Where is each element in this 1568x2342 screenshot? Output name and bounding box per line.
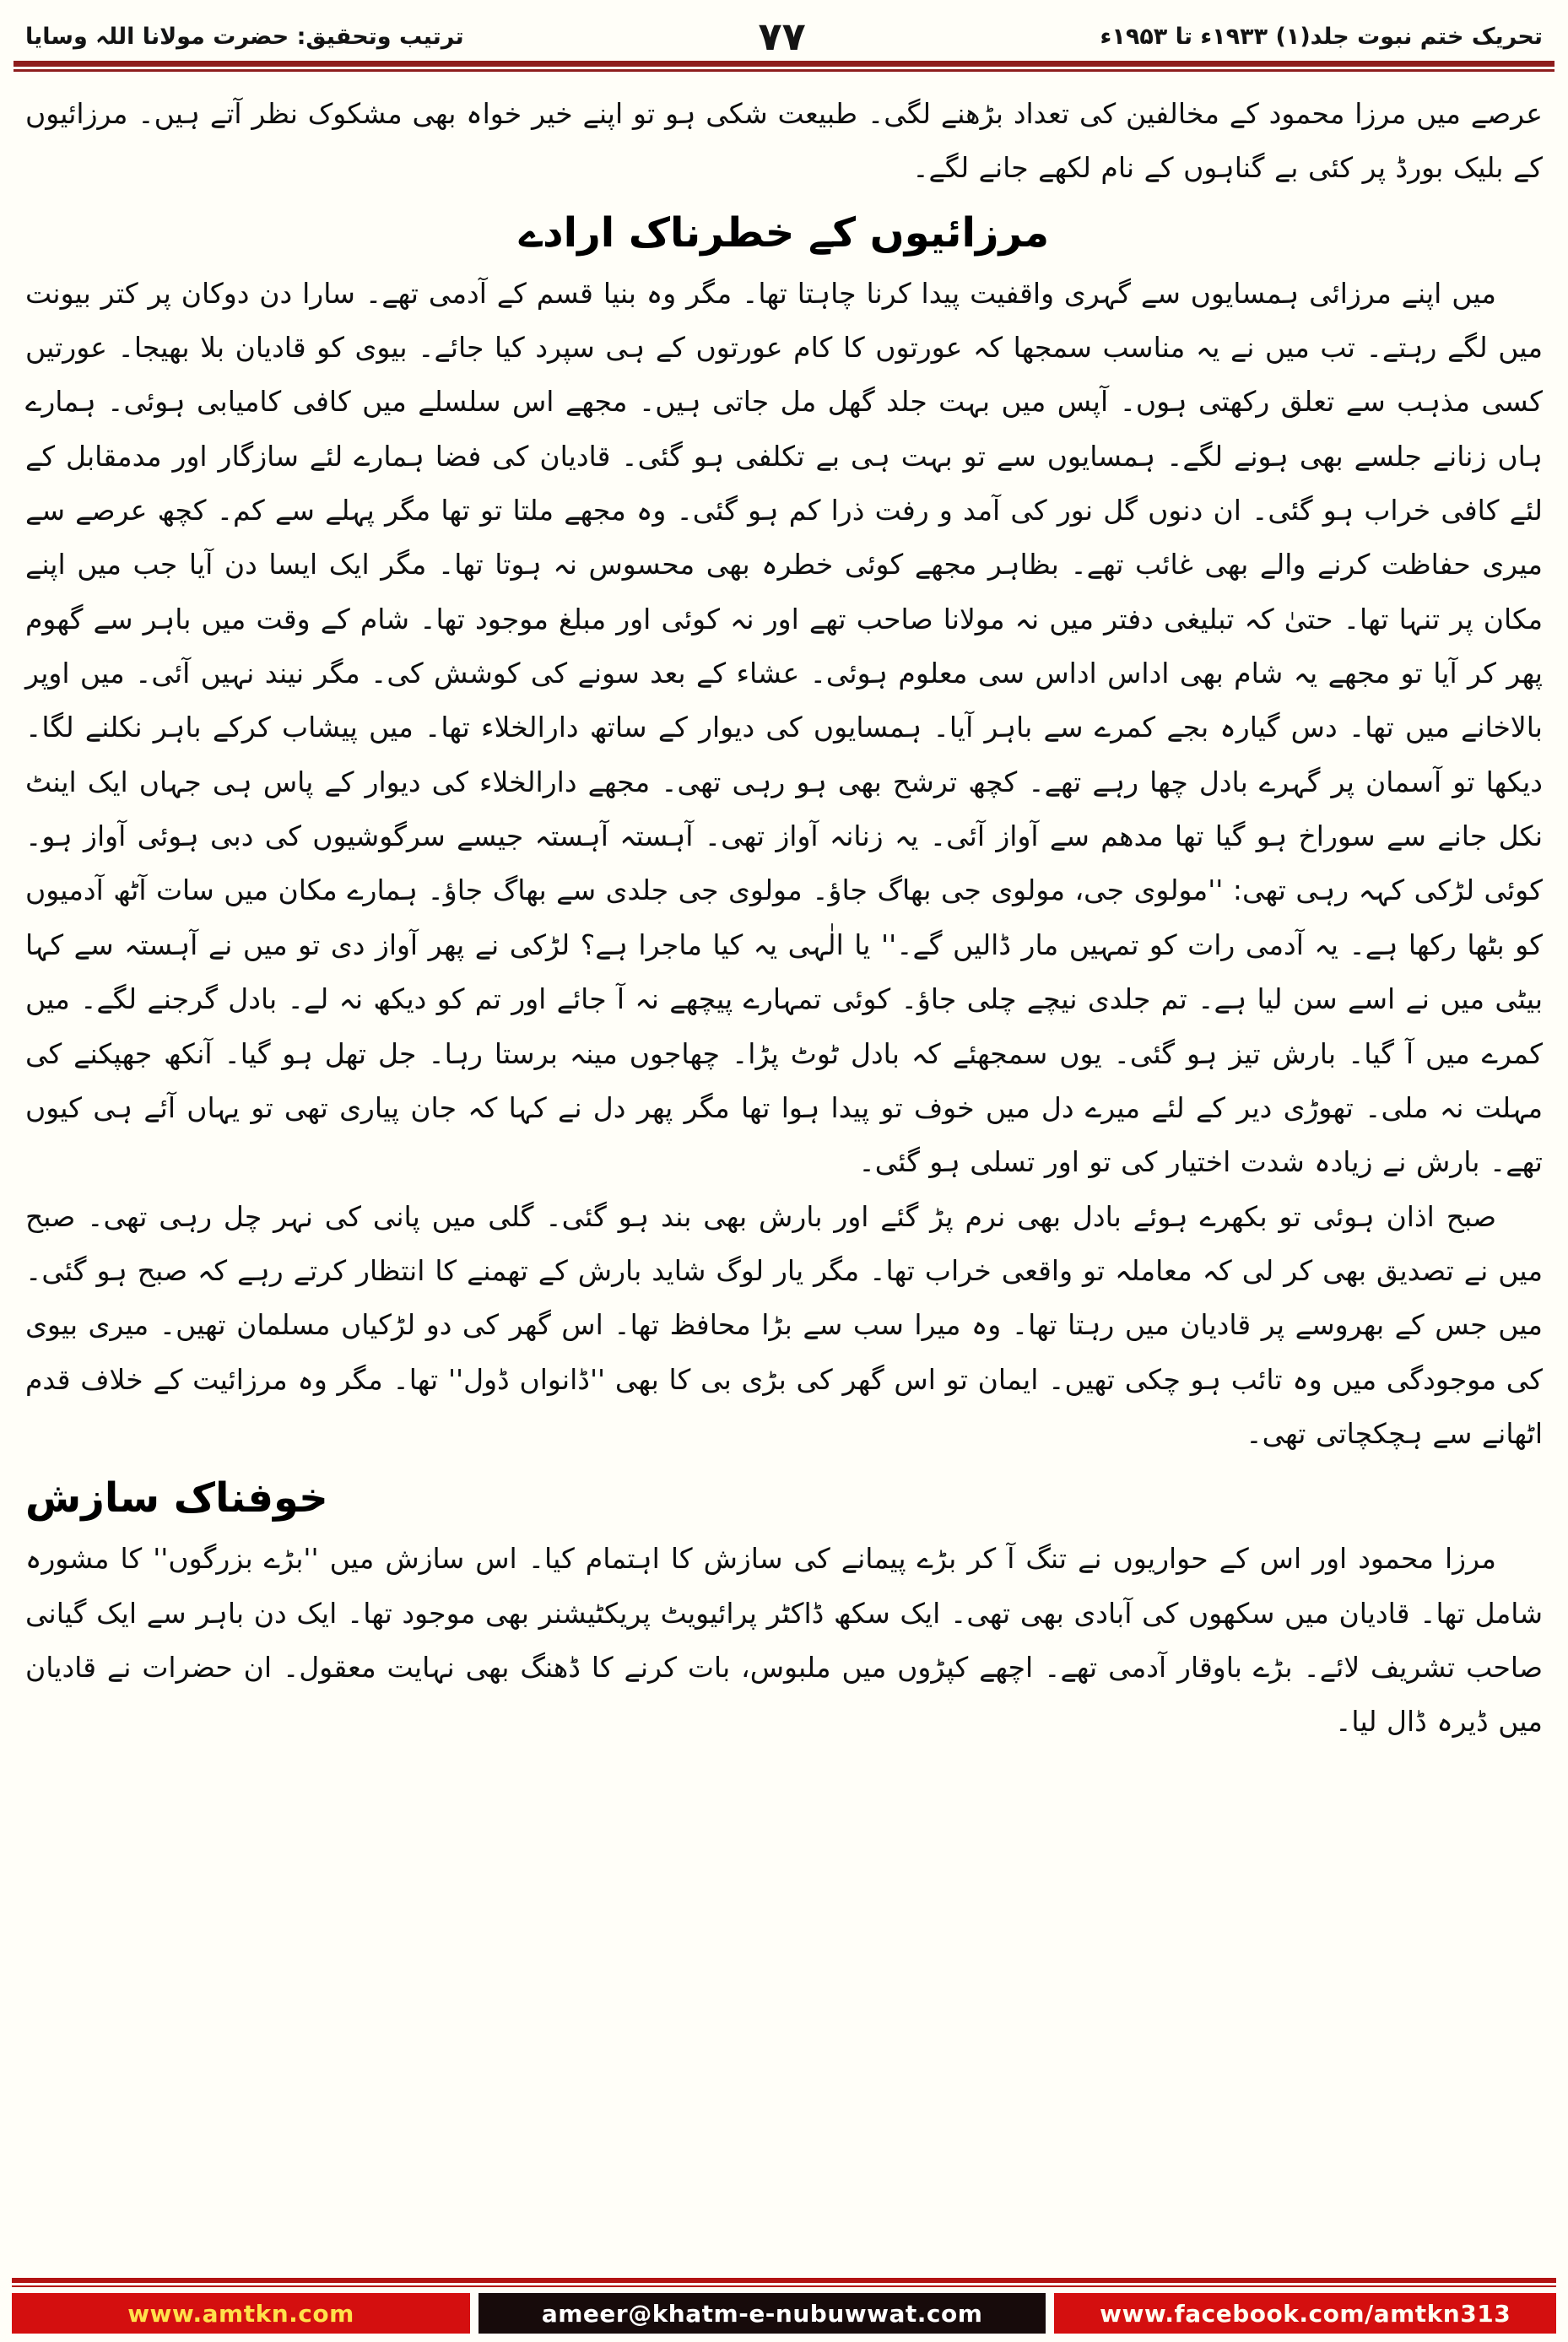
footer-facebook-url: www.facebook.com/amtkn313 bbox=[1054, 2293, 1556, 2334]
page-footer bbox=[0, 2278, 1568, 2342]
book-title: تحریک ختم نبوت جلد(۱) ۱۹۳۳ء تا ۱۹۵۳ء bbox=[1100, 23, 1543, 50]
editor-credit: ترتیب وتحقیق: حضرت مولانا اللہ وسایا bbox=[25, 23, 464, 50]
header-rule bbox=[14, 61, 1554, 72]
footer-website-url: www.amtkn.com bbox=[12, 2293, 470, 2334]
body-paragraph-4: مرزا محمود اور اس کے حواریوں نے تنگ آ کر بڑے پیمانے کی سازش کا اہتمام کیا۔ اس سازش میں ''بڑے بزرگوں'' کا مشورہ شامل تھا۔ قادیان میں سکھوں کی آبادی بھی تھی۔ ایک سکھ ڈاکٹر پرائیویٹ پریکٹیشنر بھی موجود تھا۔ ایک دن باہر سے ایک گیانی صاحب تشریف لائے۔ بڑے باوقار آدمی تھے۔ اچھے کپڑوں میں ملبوس، بات کرنے کا ڈھنگ بھی نہایت معقول۔ ان حضرات نے قادیان میں ڈیرہ ڈال لیا۔ bbox=[25, 1542, 1543, 1739]
footer-email-address: ameer@khatm-e-nubuwwat.com bbox=[479, 2293, 1046, 2334]
footer-bars bbox=[0, 2293, 1568, 2334]
footer-rule bbox=[12, 2278, 1556, 2287]
page-header bbox=[0, 0, 1568, 57]
body-paragraph-1: عرصے میں مرزا محمود کے مخالفین کی تعداد بڑھنے لگی۔ طبیعت شکی ہو تو اپنے خیر خواہ بھی مشکوک نظر آتے ہیں۔ مرزائیوں کے بلیک بورڈ پر کئی بے گناہوں کے نام لکھے جانے لگے۔ bbox=[25, 97, 1543, 185]
body-paragraph-2: میں اپنے مرزائی ہمسایوں سے گہری واقفیت پیدا کرنا چاہتا تھا۔ مگر وہ بنیا قسم کے آدمی تھے۔ سارا دن دوکان پر کتر بیونت میں لگے رہتے۔ تب میں نے یہ مناسب سمجھا کہ عورتوں کا کام عورتوں کے ہی سپرد کیا جائے۔ بیوی کو قادیان بلا بھیجا۔ عورتیں کسی مذہب سے تعلق رکھتی ہوں۔ آپس میں بہت جلد گھل مل جاتی ہیں۔ مجھے اس سلسلے میں کافی کامیابی ہوئی۔ ہمارے ہاں زنانے جلسے بھی ہونے لگے۔ ہمسایوں سے تو بہت ہی بے تکلفی ہو گئی۔ قادیان کی فضا ہمارے لئے سازگار اور مدمقابل کے لئے کافی خراب ہو گئی۔ ان دنوں گل نور کی آمد و رفت ذرا کم ہو گئی۔ وہ مجھے ملتا تو تھا مگر پہلے سے کم۔ کچھ عرصے سے میری حفاظت کرنے والے بھی غائب تھے۔ بظاہر مجھے کوئی خطرہ بھی محسوس نہ ہوتا تھا۔ مگر ایک ایسا دن آیا جب میں اپنے مکان پر تنہا تھا۔ حتیٰ کہ تبلیغی دفتر میں نہ مولانا صاحب تھے اور نہ کوئی اور مبلغ موجود تھا۔ شام کے وقت میں باہر سے گھوم پھر کر آیا تو مجھے یہ شام بھی اداس اداس سی معلوم ہوئی۔ عشاء کے بعد سونے کی کوشش کی۔ مگر نیند نہیں آئی۔ میں اوپر بالاخانے میں تھا۔ دس گیارہ بجے کمرے سے باہر آیا۔ ہمسایوں کی دیوار کے ساتھ دارالخلاء تھا۔ میں پیشاب کرکے باہر نکلنے لگا۔ دیکھا تو آسمان پر گہرے بادل چھا رہے تھے۔ کچھ ترشح بھی ہو رہی تھی۔ مجھے دارالخلاء کی دیوار کے پاس ہی جہاں ایک اینٹ نکل جانے سے سوراخ ہو گیا تھا مدھم سے آواز آئی۔ یہ زنانہ آواز تھی۔ آہستہ آہستہ جیسے سرگوشیوں کی دبی ہوئی آواز ہو۔ کوئی لڑکی کہہ رہی تھی: ''مولوی جی، مولوی جی بھاگ جاؤ۔ مولوی جی جلدی سے بھاگ جاؤ۔ ہمارے مکان میں سات آٹھ آدمیوں کو بٹھا رکھا ہے۔ یہ آدمی رات کو تمہیں مار ڈالیں گے۔'' یا الٰہی یہ کیا ماجرا ہے؟ لڑکی نے پھر آواز دی تو میں نے آہستہ سے کہا بیٹی میں نے اسے سن لیا ہے۔ تم جلدی نیچے چلی جاؤ۔ کوئی تمہارے پیچھے نہ آ جائے اور تم کو دیکھ نہ لے۔ بادل گرجنے لگے۔ میں کمرے میں آ گیا۔ بارش تیز ہو گئی۔ یوں سمجھئے کہ بادل ٹوٹ پڑا۔ چھاجوں مینہ برستا رہا۔ جل تھل ہو گیا۔ آنکھ جھپکنے کی مہلت نہ ملی۔ تھوڑی دیر کے لئے میرے دل میں خوف تو پیدا ہوا تھا مگر پھر دل نے کہا کہ جان پیاری تھی تو یہاں آئے ہی کیوں تھے۔ بارش نے زیادہ شدت اختیار کی تو اور تسلی ہو گئی۔ bbox=[25, 276, 1543, 1179]
section-heading-1: مرزائیوں کے خطرناک ارادے bbox=[518, 208, 1050, 257]
page-body bbox=[0, 72, 1568, 2278]
section-heading-2: خوفناک سازش bbox=[25, 1474, 328, 1523]
body-paragraph-3: صبح اذان ہوئی تو بکھرے ہوئے بادل بھی نرم پڑ گئے اور بارش بھی بند ہو گئی۔ گلی میں پانی کی نہر چل رہی تھی۔ صبح میں نے تصدیق بھی کر لی کہ معاملہ تو واقعی خراب تھا۔ مگر یار لوگ شاید بارش کے تھمنے کا انتظار کرتے رہے کہ صبح ہو گئی۔ میں جس کے بھروسے پر قادیان میں رہتا تھا۔ وہ میرا سب سے بڑا محافظ تھا۔ اس گھر کی دو لڑکیاں مسلمان تھیں۔ میری بیوی کی موجودگی میں وہ تائب ہو چکی تھیں۔ ایمان تو اس گھر کی بڑی بی کا بھی ''ڈانواں ڈول'' تھا۔ مگر وہ مرزائیت کے خلاف قدم اٹھانے سے ہچکچاتی تھی۔ bbox=[25, 1199, 1543, 1450]
page-number: ۷۷ bbox=[758, 14, 806, 59]
